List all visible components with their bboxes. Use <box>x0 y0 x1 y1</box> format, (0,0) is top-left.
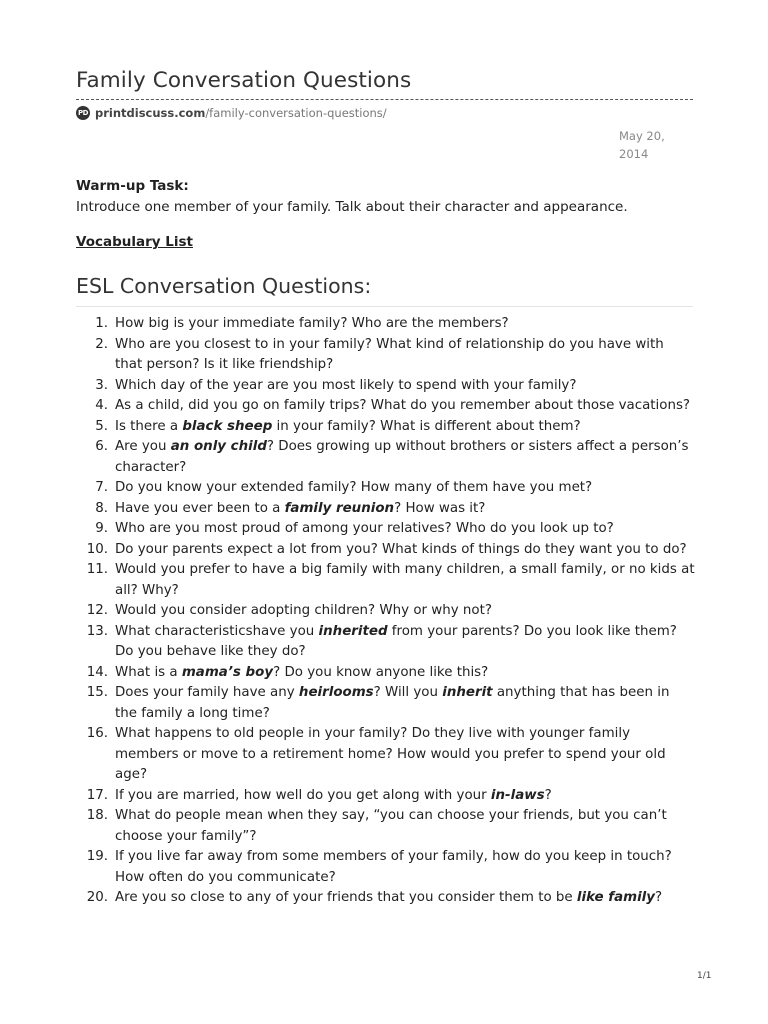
question-text-segment: Which day of the year are you most likely to spend with your family? <box>115 377 577 393</box>
question-text <box>115 521 614 536</box>
question-text-segment: What is a <box>115 664 182 680</box>
warmup-heading: Warm-up Task: <box>76 178 189 194</box>
question-text-segment: Do your parents expect a lot from you? What kinds of things do they want you to do? <box>115 541 687 557</box>
question-item <box>0 314 695 335</box>
question-text-segment: Would you consider adopting children? Why or why not? <box>115 603 492 618</box>
question-number: 3. <box>95 377 108 393</box>
question-number: 12. <box>86 603 108 618</box>
section-heading: ESL Conversation Questions: <box>76 274 372 298</box>
question-text-segment: If you live far away from some members of your family, how do you keep in touch? How often do you communicate? <box>115 849 672 885</box>
warmup-text: Introduce one member of your family. Talk about their character and appearance. <box>76 199 628 215</box>
question-text <box>115 501 485 516</box>
question-item <box>0 376 695 397</box>
question-text <box>115 603 492 618</box>
question-item <box>0 663 695 684</box>
question-number: 9. <box>95 521 108 536</box>
vocabulary-list-link[interactable]: Vocabulary List <box>76 234 193 250</box>
question-item <box>0 335 695 376</box>
question-text <box>115 788 552 803</box>
vocabulary-term: mama’s boy <box>181 664 274 680</box>
question-text <box>115 337 664 373</box>
page-number: 1/1 <box>697 971 712 981</box>
question-item <box>0 601 695 622</box>
question-number: 11. <box>86 562 108 577</box>
question-text-segment: Are you <box>115 439 171 454</box>
question-text-segment: What characteristicshave you <box>115 623 319 639</box>
publish-date: May 20, 2014 <box>619 129 665 161</box>
question-text-segment: If you are married, how well do you get along with your <box>115 787 491 803</box>
question-item <box>0 519 695 540</box>
question-text-segment: What happens to old people in your family? Do they live with younger family members or move to a retirement home? How would you prefer to spend your old age? <box>115 726 666 782</box>
vocabulary-term: in-laws <box>490 787 545 803</box>
question-number: 8. <box>95 500 108 516</box>
printdiscuss-logo-icon: PD <box>76 106 90 120</box>
question-number: 15. <box>86 685 108 700</box>
question-number: 1. <box>95 316 108 331</box>
question-text <box>115 849 672 885</box>
question-number: 7. <box>95 480 108 495</box>
page-title: Family Conversation Questions <box>76 68 412 93</box>
question-text <box>115 439 689 475</box>
question-text <box>115 398 690 413</box>
question-text-segment: ? <box>655 890 663 905</box>
question-text-segment: Who are you closest to in your family? What kind of relationship do you have with that person? Is it like friendship? <box>115 336 664 372</box>
question-number: 13. <box>86 623 108 639</box>
question-number: 6. <box>95 439 108 454</box>
question-item <box>0 437 695 478</box>
question-text <box>115 808 667 844</box>
question-text <box>115 316 509 331</box>
question-text-segment: How big is your immediate family? Who are the members? <box>115 316 509 331</box>
question-item <box>0 786 695 807</box>
question-text-segment: ? Do you know anyone like this? <box>273 664 489 680</box>
question-number: 2. <box>95 336 108 352</box>
question-number: 18. <box>86 808 108 823</box>
question-text <box>115 542 687 557</box>
question-text <box>115 665 488 680</box>
question-number: 14. <box>86 664 108 680</box>
question-item <box>0 806 695 847</box>
question-text <box>115 562 695 598</box>
question-text <box>115 480 592 495</box>
question-text-segment: ? Does growing up without brothers or sisters affect a person’s character? <box>115 439 689 475</box>
question-text-segment: As a child, did you go on family trips? What do you remember about those vacations? <box>115 398 691 413</box>
section-divider <box>76 306 693 307</box>
question-text-segment: ? How was it? <box>394 500 486 516</box>
question-text-segment: anything that has been in the family a long time? <box>115 685 670 721</box>
question-text-segment: Would you prefer to have a big family with many children, a small family, or no kids at all? Why? <box>115 562 695 598</box>
question-item <box>0 888 695 909</box>
question-text <box>115 378 576 393</box>
questions-list <box>0 314 768 909</box>
question-text-segment: Who are you most proud of among your relatives? Who do you look up to? <box>115 521 614 536</box>
vocabulary-term: inherit <box>442 685 493 700</box>
question-number: 19. <box>86 849 108 864</box>
question-text <box>115 685 669 721</box>
question-item <box>0 724 695 786</box>
question-text <box>115 624 677 660</box>
question-text <box>115 890 662 905</box>
question-text-segment: Does your family have any <box>115 685 299 700</box>
question-item <box>0 396 695 417</box>
source-link[interactable] <box>95 106 387 120</box>
question-text-segment: ? Will you <box>373 685 443 700</box>
source-path: /family-conversation-questions/ <box>205 106 387 120</box>
question-item <box>0 417 695 438</box>
vocabulary-term: inherited <box>318 623 388 639</box>
question-item <box>0 847 695 888</box>
question-item <box>0 499 695 520</box>
question-text <box>115 419 581 434</box>
question-item <box>0 622 695 663</box>
vocabulary-term: black sheep <box>182 418 273 434</box>
vocabulary-term: like family <box>576 890 655 905</box>
question-text-segment: Have you ever been to a <box>115 500 285 516</box>
question-number: 20. <box>86 890 108 905</box>
question-item <box>0 560 695 601</box>
question-number: 16. <box>86 726 108 741</box>
question-text-segment: in your family? What is different about them? <box>272 418 581 434</box>
question-text-segment: from your parents? Do you look like them? Do you behave like they do? <box>115 623 677 659</box>
vocabulary-term: an only child <box>170 439 267 454</box>
question-number: 4. <box>95 398 108 413</box>
question-text <box>115 726 666 782</box>
source-domain: printdiscuss.com <box>95 106 206 120</box>
question-text-segment: Is there a <box>115 418 183 434</box>
question-item <box>0 540 695 561</box>
vocabulary-term: heirlooms <box>298 685 374 700</box>
question-text-segment: Do you know your extended family? How many of them have you met? <box>115 480 593 495</box>
question-text-segment: What do people mean when they say, “you can choose your friends, but you can’t choose your family”? <box>115 808 667 844</box>
question-number: 5. <box>95 418 108 434</box>
source-line <box>76 105 387 121</box>
question-item <box>0 683 695 724</box>
question-text-segment: Are you so close to any of your friends that you consider them to be <box>115 890 577 905</box>
question-number: 10. <box>86 541 108 557</box>
title-divider <box>76 99 693 100</box>
vocabulary-term: family reunion <box>284 500 395 516</box>
question-text-segment: ? <box>544 787 552 803</box>
question-item <box>0 478 695 499</box>
question-number: 17. <box>86 787 108 803</box>
